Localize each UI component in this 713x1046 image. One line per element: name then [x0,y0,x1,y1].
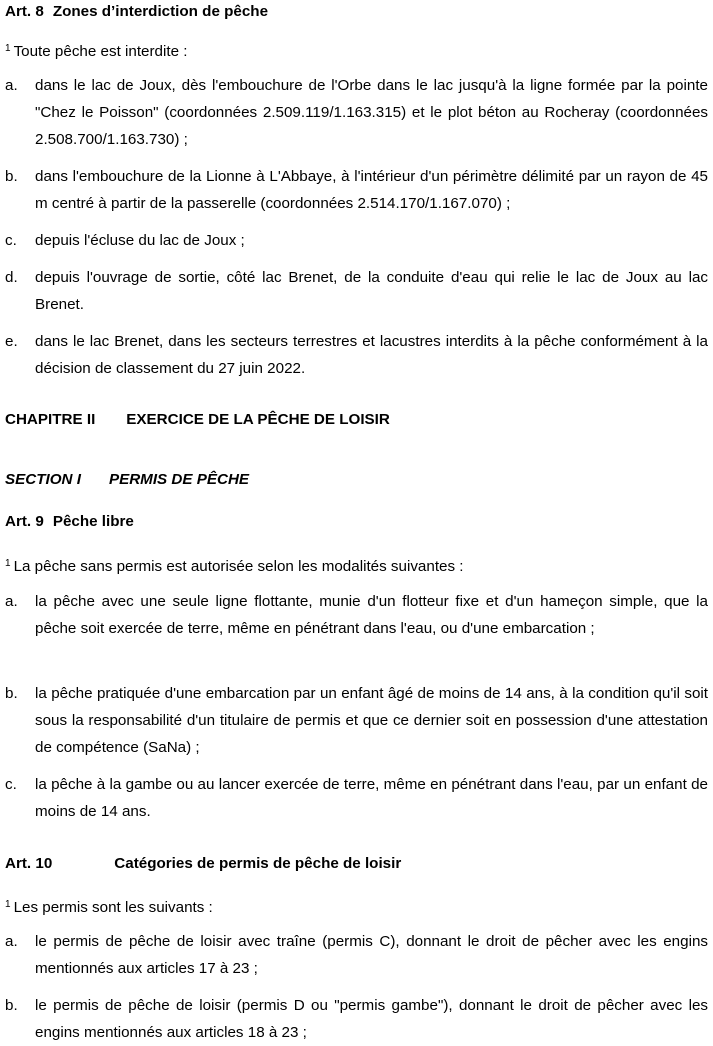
list-item [5,588,708,642]
list-item [5,928,708,982]
art8-intro [5,40,187,61]
art8-title: Zones d’interdiction de pêche [52,3,269,20]
art10-heading [5,855,401,873]
section-heading [5,471,249,489]
art9-number: Art. 9 [5,513,44,530]
item-text: le permis de pêche de loisir avec traîne (permis C), donnant le droit de pêcher avec les engins mentionnés aux articles 17 à 23 ; [35,933,708,978]
intro-text: La pêche sans permis est autorisée selon les modalités suivantes : [13,558,464,575]
list-item [5,227,708,254]
list-item [5,992,708,1046]
item-text: la pêche à la gambe ou au lancer exercée de terre, même en pénétrant dans l'eau, par un enfant de moins de 14 ans. [35,776,708,821]
item-label: b. [5,685,18,702]
item-text: dans le lac Brenet, dans les secteurs terrestres et lacustres interdits à la pêche conformément à la décision de classement du 27 juin 2022. [35,333,708,378]
list-item [5,680,708,762]
intro-text: Toute pêche est interdite : [13,43,188,60]
list-item [5,771,708,825]
item-label: c. [5,776,17,793]
art8-number: Art. 8 [5,3,44,20]
item-label: e. [5,333,18,350]
item-text: la pêche avec une seule ligne flottante, munie d'un flotteur fixe et d'un hameçon simple, que la pêche soit exercée de terre, même en pénétrant dans l'eau, ou d'une embarcation ; [35,593,708,638]
section-title: PERMIS DE PÊCHE [108,471,250,488]
chapter-number: CHAPITRE II [5,411,96,428]
list-item [5,328,708,382]
item-label: d. [5,269,18,286]
item-label: a. [5,933,18,950]
chapter-title: EXERCICE DE LA PÊCHE DE LOISIR [126,411,390,428]
art9-intro [5,555,464,576]
item-text: depuis l'écluse du lac de Joux ; [35,232,245,249]
art9-title: Pêche libre [52,513,134,530]
list-item [5,264,708,318]
art9-heading [5,513,134,531]
list-item [5,163,708,217]
item-text: la pêche pratiquée d'une embarcation par un enfant âgé de moins de 14 ans, à la condition qu'il soit sous la responsabilité d'un titulaire de permis et que ce dernier soit en possession d'une attestation de compétence (SaNa) ; [35,685,708,757]
paragraph-number: 1 [5,899,11,910]
item-text: le permis de pêche de loisir (permis D ou "permis gambe"), donnant le droit de pêcher avec les engins mentionnés aux articles 18 à 23 ; [35,997,708,1042]
item-text: dans l'embouchure de la Lionne à L'Abbaye, à l'intérieur d'un périmètre délimité par un rayon de 45 m centré à partir de la passerelle (coordonnées 2.514.170/1.167.070) ; [35,168,708,213]
section-number: SECTION I [5,471,81,488]
item-label: c. [5,232,17,249]
item-label: b. [5,997,18,1014]
intro-text: Les permis sont les suivants : [13,899,213,916]
chapter-heading [5,411,390,429]
art10-title: Catégories de permis de pêche de loisir [114,855,402,872]
item-text: depuis l'ouvrage de sortie, côté lac Brenet, de la conduite d'eau qui relie le lac de Joux au lac Brenet. [35,269,708,314]
art10-number: Art. 10 [5,855,53,872]
item-text: dans le lac de Joux, dès l'embouchure de l'Orbe dans le lac jusqu'à la ligne formée par la pointe "Chez le Poisson" (coordonnées 2.509.119/1.163.315) et le plot béton au Rocheray (coordonnées 2.508.700/1.163.730) ; [35,77,708,149]
art8-heading [5,3,268,21]
item-label: a. [5,593,18,610]
item-label: a. [5,77,18,94]
paragraph-number: 1 [5,558,11,569]
paragraph-number: 1 [5,43,11,54]
list-item [5,72,708,154]
item-label: b. [5,168,18,185]
art10-intro [5,896,213,917]
